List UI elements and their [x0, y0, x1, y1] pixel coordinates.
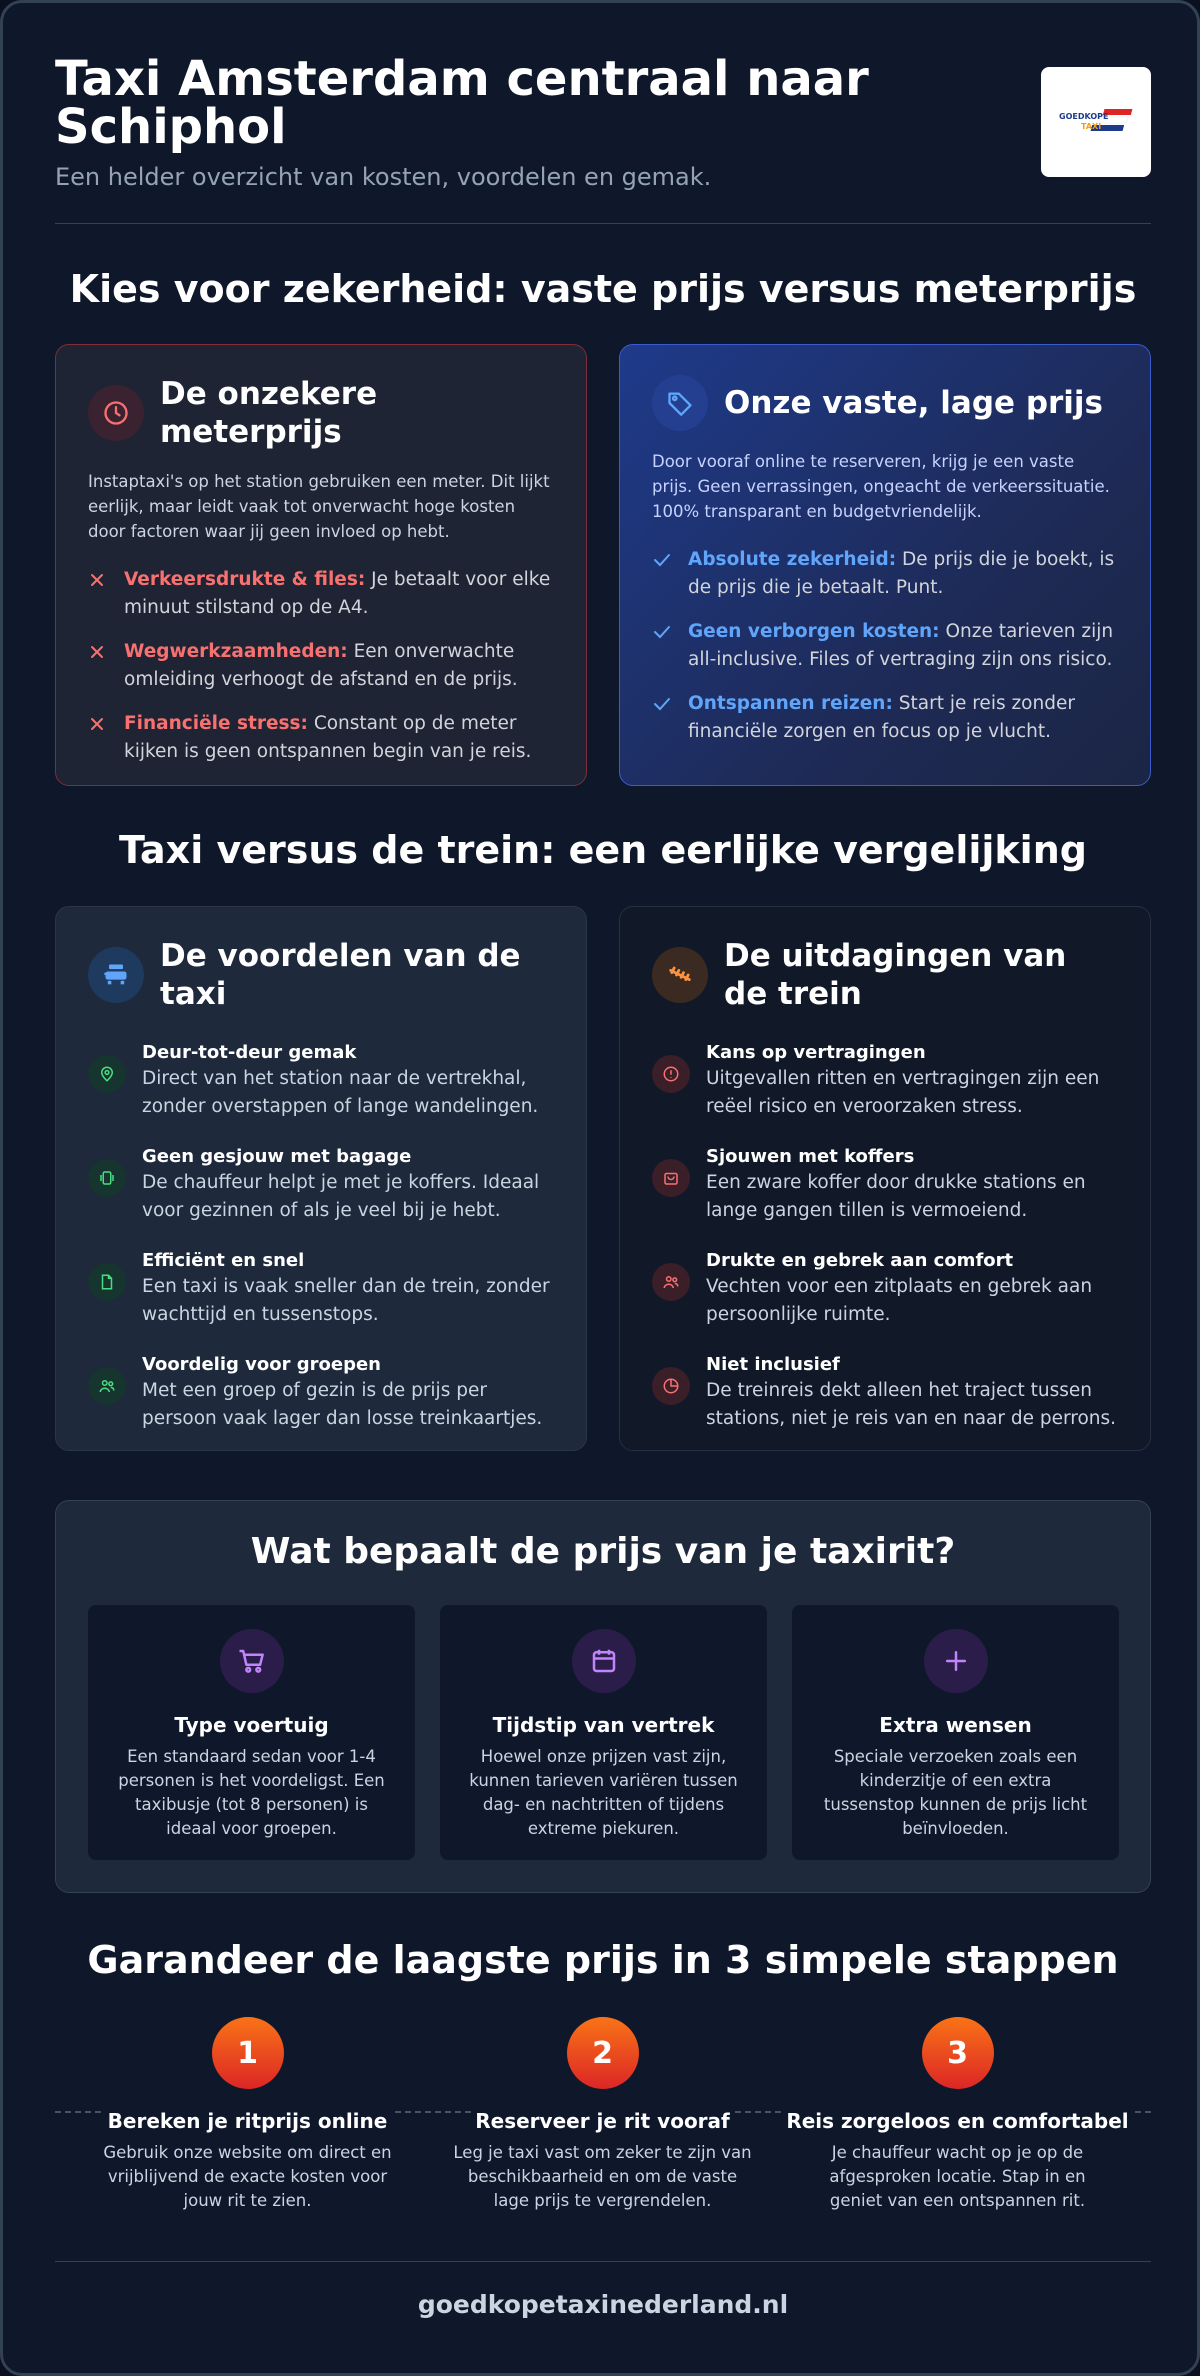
step-3 [780, 2017, 1135, 2213]
step-text: Leg je taxi vast om zeker te zijn van beschikbaarheid en om de vaste lage prijs te vergrendelen. [453, 2143, 752, 2210]
step-number: 1 [212, 2017, 284, 2089]
factor-tile-vehicle: Type voertuig Een standaard sedan voor 1-4 personen is het voordeligst. Een taxibusje (tot 8 personen) is ideaal voor groepen. [88, 1605, 415, 1860]
x-icon [88, 566, 108, 622]
list-item: Financiële stress: Constant op de meter kijken is geen ontspannen begin van je reis. [88, 710, 554, 766]
fixed-price-card [619, 344, 1151, 786]
price-factors-panel [55, 1500, 1151, 1893]
fixed-bullet-list [652, 546, 1118, 746]
document-icon [88, 1263, 126, 1301]
meter-card-intro: Instaptaxi's op het station gebruiken een meter. Dit lijkt eerlijk, maar leidt vaak tot onverwacht hoge kosten door factoren waar jij geen invloed op hebt. [88, 472, 550, 541]
section-title-fixed-vs-meter: Kies voor zekerheid: vaste prijs versus meterprijs [69, 267, 1137, 311]
divider [55, 223, 1151, 224]
svg-text:GOEDKOPE: GOEDKOPE [1059, 112, 1109, 121]
step-title: Reis zorgeloos en comfortabel [782, 2109, 1132, 2133]
step-text: Je chauffeur wacht op je op de afgesproken locatie. Stap in en geniet van een ontspannen rit. [829, 2143, 1086, 2210]
calendar-icon [572, 1629, 636, 1693]
train-challenges-card [619, 906, 1151, 1451]
taxi-card-title: De voordelen van de taxi [160, 938, 521, 1012]
section-title-steps: Garandeer de laagste prijs in 3 simpele stappen [87, 1938, 1119, 1982]
factor-tile-departure: Tijdstip van vertrek Hoewel onze prijzen vast zijn, kunnen tarieven variëren tussen dag- en nachtritten of tijdens extreme piekuren. [440, 1605, 767, 1860]
check-icon [652, 546, 672, 602]
list-item: Wegwerkzaamheden: Een onverwachte omleiding verhoogt de afstand en de prijs. [88, 638, 554, 694]
meter-card-title: De onzekere meterprijs [160, 376, 378, 450]
divider [55, 2261, 1151, 2262]
list-item: Verkeersdrukte & files: Je betaalt voor elke minuut stilstand op de A4. [88, 566, 554, 622]
train-icon [652, 947, 708, 1003]
check-icon [652, 690, 672, 746]
header [55, 51, 1151, 225]
list-item: Voordelig voor groepen Met een groep of gezin is de prijs per persoon vaak lager dan losse treinkaartjes. [88, 1353, 554, 1433]
map-pin-icon [88, 1055, 126, 1093]
pie-icon [652, 1367, 690, 1405]
step-title: Bereken je ritprijs online [104, 2109, 392, 2133]
crowd-icon [652, 1263, 690, 1301]
bag-icon [652, 1159, 690, 1197]
x-icon [88, 710, 108, 766]
step-1 [70, 2017, 425, 2213]
footer-website-link[interactable]: goedkopetaxinederland.nl [417, 2290, 789, 2319]
plus-icon [924, 1629, 988, 1693]
list-item: Kans op vertragingen Uitgevallen ritten en vertragingen zijn een reëel risico en veroorzaken stress. [652, 1041, 1118, 1121]
step-number: 2 [567, 2017, 639, 2089]
list-item: Deur-tot-deur gemak Direct van het station naar de vertrekhal, zonder overstappen of lange wandelingen. [88, 1041, 554, 1121]
section-title-taxi-vs-train: Taxi versus de trein: een eerlijke vergelijking [119, 828, 1087, 872]
page-title: Taxi Amsterdam centraal naar Schiphol [55, 51, 869, 155]
list-item: Sjouwen met koffers Een zware koffer door drukke stations en lange gangen tillen is vermoeiend. [652, 1145, 1118, 1225]
train-card-title: De uitdagingen van de trein [724, 938, 1067, 1012]
step-text: Gebruik onze website om direct en vrijblijvend de exacte kosten voor jouw rit te zien. [103, 2143, 392, 2210]
step-2 [425, 2017, 780, 2213]
fixed-card-title: Onze vaste, lage prijs [724, 385, 1104, 421]
price-factors-title: Wat bepaalt de prijs van je taxirit? [250, 1531, 956, 1572]
meter-price-card [55, 344, 587, 786]
taxi-icon [88, 947, 144, 1003]
train-feature-list [652, 1041, 1118, 1433]
x-icon [88, 638, 108, 694]
check-icon [652, 618, 672, 674]
meter-bullet-list [88, 566, 554, 766]
luggage-icon [88, 1159, 126, 1197]
tag-icon [652, 375, 708, 431]
group-icon [88, 1367, 126, 1405]
svg-text:TAXI: TAXI [1081, 122, 1102, 131]
clock-icon [88, 385, 144, 441]
cart-icon [220, 1629, 284, 1693]
page-subtitle: Een helder overzicht van kosten, voordelen en gemak. [55, 163, 712, 191]
taxi-advantages-card [55, 906, 587, 1451]
list-item: Ontspannen reizen: Start je reis zonder financiële zorgen en focus op je vlucht. [652, 690, 1118, 746]
taxi-feature-list [88, 1041, 554, 1433]
brand-logo [1041, 67, 1151, 177]
list-item: Geen gesjouw met bagage De chauffeur helpt je met je koffers. Ideaal voor gezinnen of als je veel bij je hebt. [88, 1145, 554, 1225]
list-item: Niet inclusief De treinreis dekt alleen het traject tussen stations, niet je reis van en naar de perrons. [652, 1353, 1118, 1433]
factor-tile-extras: Extra wensen Speciale verzoeken zoals een kinderzitje of een extra tussenstop kunnen de prijs licht beïnvloeden. [792, 1605, 1119, 1860]
list-item: Geen verborgen kosten: Onze tarieven zijn all-inclusive. Files of vertraging zijn ons risico. [652, 618, 1118, 674]
list-item: Drukte en gebrek aan comfort Vechten voor een zitplaats en gebrek aan persoonlijke ruimte. [652, 1249, 1118, 1329]
alert-icon [652, 1055, 690, 1093]
step-number: 3 [922, 2017, 994, 2089]
list-item: Efficiënt en snel Een taxi is vaak sneller dan de trein, zonder wachttijd en tussenstops. [88, 1249, 554, 1329]
fixed-card-intro: Door vooraf online te reserveren, krijg je een vaste prijs. Geen verrassingen, ongeacht de verkeerssituatie. 100% transparant en budgetvriendelijk. [652, 452, 1110, 521]
step-title: Reserveer je rit vooraf [471, 2109, 734, 2133]
list-item: Absolute zekerheid: De prijs die je boekt, is de prijs die je betaalt. Punt. [652, 546, 1118, 602]
